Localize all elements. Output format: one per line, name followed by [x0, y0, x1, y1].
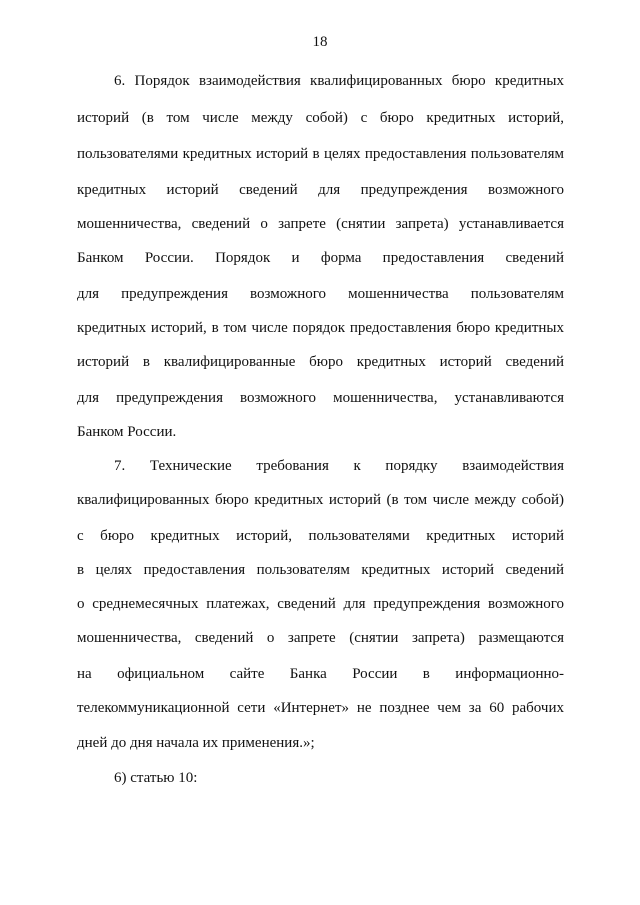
paragraph-7-line: с бюро кредитных историй, пользователями кредитных историй — [77, 528, 564, 544]
paragraph-7-line: квалифицированных бюро кредитных историй (в том числе между собой) — [77, 492, 564, 508]
page-number: 18 — [312, 34, 328, 50]
paragraph-7-line: телекоммуникационной сети «Интернет» не позднее чем за 60 рабочих — [77, 700, 564, 716]
paragraph-7-line: на официальном сайте Банка России в информационно- — [77, 666, 564, 682]
paragraph-7-line: о среднемесячных платежах, сведений для предупреждения возможного — [77, 596, 564, 612]
paragraph-6-line: историй (в том числе между собой) с бюро кредитных историй, — [77, 110, 564, 126]
paragraph-6-line: для предупреждения возможного мошенничества пользователям — [77, 286, 564, 302]
paragraph-7-line: 7. Технические требования к порядку взаимодействия — [114, 458, 564, 474]
paragraph-6-line: Банком России. Порядок и форма предоставления сведений — [77, 250, 564, 266]
paragraph-7-last-line: дней до дня начала их применения.»; — [77, 735, 315, 751]
paragraph-6-line: кредитных историй, в том числе порядок предоставления бюро кредитных — [77, 320, 564, 336]
item-6-heading: 6) статью 10: — [114, 770, 198, 786]
paragraph-6-line: для предупреждения возможного мошенничества, устанавливаются — [77, 390, 564, 406]
paragraph-7-line: мошенничества, сведений о запрете (снятии запрета) размещаются — [77, 630, 564, 646]
paragraph-6-line: кредитных историй сведений для предупреждения возможного — [77, 182, 564, 198]
paragraph-7-line: в целях предоставления пользователям кредитных историй сведений — [77, 562, 564, 578]
paragraph-6-last-line: Банком России. — [77, 424, 177, 440]
paragraph-6-line: 6. Порядок взаимодействия квалифицированных бюро кредитных — [114, 73, 564, 89]
paragraph-6-line: историй в квалифицированные бюро кредитных историй сведений — [77, 354, 564, 370]
paragraph-6-line: мошенничества, сведений о запрете (снятии запрета) устанавливается — [77, 216, 564, 232]
paragraph-6-line: пользователями кредитных историй в целях предоставления пользователям — [77, 146, 564, 162]
